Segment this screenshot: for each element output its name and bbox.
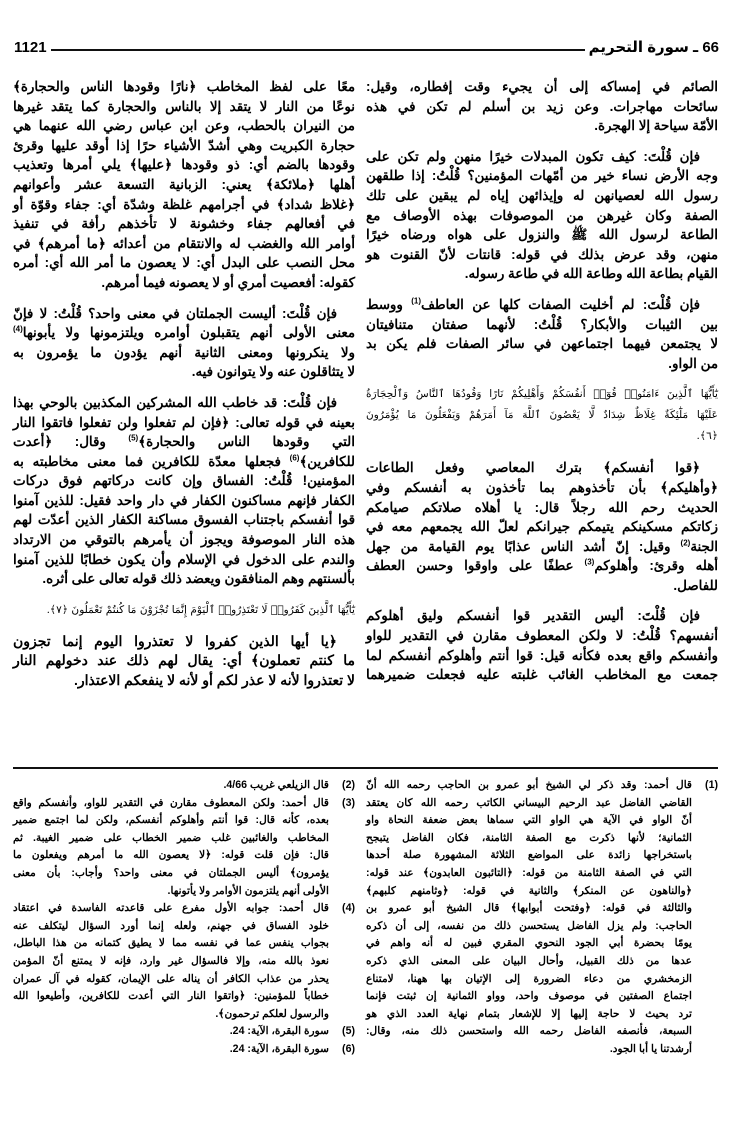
text-line: فإن قُلْتَ: لم أخليت الصفات كلها عن العاطف$^{(1)}$ ووسط xyxy=(366,296,700,312)
text-line: يؤمرون﴾ أليس الجملتان في معنى واحد؟ وأجاب: بأن معنى xyxy=(13,866,329,879)
text-line: ﴿والناهون عن المنكر﴾ والثانية في قوله: ﴿وثامنهم كلبهم﴾ xyxy=(366,884,692,897)
header-rule xyxy=(51,49,585,51)
footnote-ref: (4) xyxy=(13,324,23,334)
verse-line: عَلَيْهَا مَلَٰٓئِكَةٌ غِلَاظٌ شِدَادٌ لَّا يَعْصُونَ ٱللَّهَ مَآ أَمَرَهُمْ وَيَفْعَلُونَ مَا يُؤْمَرُونَ xyxy=(366,409,718,422)
text-line: المؤمنين! قُلْتُ: الفساق وإن كانت دركاتهم فوق دركات xyxy=(13,473,355,489)
text-line: ترد بحيث لا حاجة إليها إلا للإشعار بتمام نهاية العدد الذي هو xyxy=(366,1007,692,1020)
text-line: قوا أنفسكم باجتناب الفسوق مساكنة الكفار الذين أعدّت لهم xyxy=(13,512,355,528)
text-line: لا يتثاقلون عنه ولا يتوانون فيه. xyxy=(191,364,355,380)
text-line: ﴿يا أيها الذين كفروا لا تعتذروا اليوم إنما تجزون xyxy=(13,632,337,649)
text-line: ما كنتم تعملون﴾ أي: يقال لهم ذلك عند دخولهم النار xyxy=(13,652,355,669)
footnote-ref: (6) xyxy=(289,453,300,463)
footnote-text xyxy=(13,795,329,901)
page-number: 1121 xyxy=(14,39,47,56)
text-line: بعينه في قوله تعالى: ﴿فإن لم تفعلوا ولن تفعلوا فاتقوا النار xyxy=(13,414,355,430)
text-line: الصفة وكان غيرهن من الموصوفات بهذه الأوصاف مع xyxy=(366,207,718,223)
text-line: القيام بطاعة الله وطاعة الله في طاعة رسوله. xyxy=(464,266,718,282)
text-line: يحذر من عذاب الكافر أن يناله على الإيمان، كقوله في آل عمران xyxy=(13,972,329,985)
text-line: فإن قُلْتَ: أليست الجملتان في معنى واحد؟ قُلْتُ: لا فإنّ xyxy=(13,305,337,321)
text-line: للفاصل. xyxy=(673,577,718,593)
text-line: ﴿قوا أنفسكم﴾ بترك المعاصي وفعل الطاعات xyxy=(366,460,700,476)
footnote-text xyxy=(13,777,329,795)
text-line: ﴿وأهليكم﴾ بأن تأخذوهم بما تأخذون به أنفسكم وفي xyxy=(366,479,718,495)
text-line: القاضي الفاضل عبد الرحيم البيساني الكاتب رحمه الله كان يعتقد xyxy=(366,796,692,809)
text-line: من النيران بالحطب، وعن ابن عباس رضي الله عنهما هي xyxy=(13,118,355,134)
paragraph xyxy=(366,606,718,684)
quran-verse xyxy=(366,384,718,447)
footnotes-left xyxy=(13,777,355,1059)
text-line: محل النصب على البدل أي: لا يعصون ما أمر الله أي: أمره xyxy=(13,255,355,271)
footnote-ref: (1) xyxy=(411,296,422,306)
text-line: والثالثة في قوله: ﴿وفتحت أبوابها﴾ قال الشيخ أبو عمرو بن xyxy=(366,902,692,915)
text-line: السبعة، فأنصفه الفاضل رحمه الله واستحسن ذلك منه، وقال: xyxy=(366,1025,692,1038)
text-line: أهلها ﴿ملائكة﴾ يعني: الزبانية التسعة عشر وأعوانهم xyxy=(13,176,355,192)
text-line: والرسول لعلكم ترحمون﴾. xyxy=(215,1007,329,1020)
text-line: فإن قُلْتَ: أليس التقدير قوا أنفسكم وليق أهلوكم xyxy=(366,608,700,624)
paragraph xyxy=(366,147,718,284)
text-line: الصائم في إمساكه إلى أن يجيء وقت إفطاره، وقيل: xyxy=(366,79,718,94)
text-line: معنى الأولى أنهم يتقبلون أوامره ويلتزمونها ولا يأبونها$^{(4)}$ xyxy=(13,324,355,341)
text-line: وقودها بالضم أي: ذو وقودها ﴿عليها﴾ يلي أمرها وتعذيب xyxy=(13,157,355,173)
paragraph xyxy=(13,304,355,382)
text-line: باستخراجها زائدة على المواضع الثلاثة المشهورة صلة أحدها xyxy=(366,849,692,862)
text-line: رسول الله لعصيانهن له وإيذائهن إياه لم يبقين على تلك xyxy=(366,187,718,203)
text-line: خلود الفساق في جهنم، ولعله إنما أورد السؤال ليتكلف عنه xyxy=(13,919,329,932)
footnote-ref: (2) xyxy=(680,538,691,548)
text-line: بين الثيبات والأبكار؟ قُلْتُ: لأنهما صفتان متنافيتان xyxy=(366,316,718,332)
text-line: ولا ينكرونها ومعنى الثانية أنهم يؤدون ما يؤمرون به xyxy=(13,344,355,360)
footnote-text xyxy=(13,1023,329,1041)
footnote xyxy=(13,795,355,901)
text-line: الطاعة لرسول الله ﷺ والنزول على هواه ورضاه خيرًا xyxy=(366,227,718,243)
text-line: سورة البقرة، الآية: 24. xyxy=(229,1025,329,1038)
text-line: عدها من ذلك القبيل، وأحال البيان على المعنى الذي ذكره xyxy=(366,954,692,967)
text-line: بعده، كأنه قال: قوا أنتم وأهلوكم أنفسكم، ولكن لما اجتمع ضمير xyxy=(13,814,329,827)
text-line: هذه النار الموصوفة ويجوز أن يأمرهم بالتوقي من الارتداد xyxy=(13,532,355,548)
text-line: سورة البقرة، الآية: 24. xyxy=(229,1042,329,1055)
footnote-number: (6) xyxy=(342,1042,355,1055)
verse-line: يَٰٓأَيُّهَا ٱلَّذِينَ كَفَرُوا۟ لَا تَعْتَذِرُوا۟ ٱلْيَوْمَ إِنَّمَا تُجْزَوْنَ مَا كُنتُمْ تَعْمَلُونَ ﴿٧﴾. xyxy=(46,603,355,616)
footnote xyxy=(366,777,718,1059)
text-line: نعوذ بالله منه، وإلا فالسؤال غير وارد، فإنه لا يمتنع أنّ المؤمن xyxy=(13,954,329,967)
text-line: في أفعالهم جفاء وخشونة لا تأخذهم رأفة في تنفيذ xyxy=(13,216,355,232)
text-line: الكفار فإنهم مساكنون الكفار في دار واحد فقيل: للذين آمنوا xyxy=(13,492,355,508)
right-text-column xyxy=(366,77,718,696)
text-line: نوعًا من النار لا يتقد إلا بالناس والحجارة كما يتقد غيرها xyxy=(13,98,355,114)
text-line: كقوله: أفعصيت أمري أو لا يعصونه فيما أمرهم. xyxy=(101,274,355,290)
text-line: التي في الصفة الثامنة من قوله: ﴿التائبون العابدون﴾ عند قوله: xyxy=(366,866,692,879)
text-line: حجارة الكبريت وهي أشدّ الأشياء حرًا إذا أوقد عليها وقرئ xyxy=(13,137,355,153)
text-line: قال أحمد: ولكن المعطوف مقارن في التقدير للواو، وأنفسكم واقع xyxy=(13,796,329,809)
paragraph xyxy=(13,77,355,293)
footnote-text xyxy=(13,1041,329,1059)
text-line: معًا على لفظ المخاطب ﴿نارًا وقودها الناس والحجارة﴾ xyxy=(13,79,355,94)
footnote-number: (2) xyxy=(342,779,355,791)
verse-line: ﴿٦﴾. xyxy=(696,430,718,443)
text-line: أنفسهم؟ قُلْتُ: لا ولكن المعطوف مقارن في التقدير للواو xyxy=(366,628,718,644)
sura-title: 66 ـ سورة التحريم xyxy=(588,39,719,56)
footnote xyxy=(13,777,355,795)
text-line: قال: فإن قلت قوله: ﴿لا يعصون الله ما أمرهم ويفعلون ما xyxy=(13,849,329,862)
text-line: بألسنتهم وهم المنافقون ويعضد ذلك قوله تعالى على أثره. xyxy=(42,571,355,587)
footnote-number: (4) xyxy=(342,902,355,915)
text-line: الأمّة سياحة إلا الهجرة. xyxy=(594,118,718,134)
text-line: الزمخشري من دعاء الضرورة إلى الإتيان بها ههنا، لامتناع xyxy=(366,972,692,985)
footnote xyxy=(13,1023,355,1041)
text-line: قال أحمد: وقد ذكر لي الشيخ أبو عمرو بن الحاجب رحمه الله أنّ xyxy=(366,779,692,791)
text-line: لا يجتمعن فيهما اجتماعهن في سائر الصفات فلم يكن بد xyxy=(366,336,718,352)
footnote-ref: (3) xyxy=(584,557,595,567)
paragraph xyxy=(366,295,718,373)
footnote-number: (3) xyxy=(342,796,355,809)
text-line: فإن قُلْتَ: قد خاطب الله المشركين المكذبين بالوحي بهذا xyxy=(13,394,337,410)
text-line: قال أحمد: جوابه الأول مفرع على قاعدته الفاسدة في اعتقاد xyxy=(13,902,329,915)
text-line: منهن، وقد عرض بذلك في قوله: قانتات لأنّ القنوت هو xyxy=(366,246,718,262)
text-line: أهله وقرئ: وأهلوكم$^{(3)}$ عطفًا على واوقوا وحسن العطف xyxy=(366,557,718,574)
text-line: خطاباً للمؤمنين: ﴿واتقوا النار التي أعدت للكافرين، وأطيعوا الله xyxy=(13,990,329,1003)
text-line: الحاجب: ولم يزل الفاضل يستحسن ذلك من نفسه، إلى أن ذكره xyxy=(366,919,692,932)
text-line: ﴿غلاظ شداد﴾ في أجرامهم غلظة وشدّة أي: جفاء وقوّة أو xyxy=(13,196,355,212)
text-line: والندم على الدخول في الإسلام وأن يكون خطابًا للذين آمنوا xyxy=(13,551,355,567)
footnote-number: (5) xyxy=(342,1025,355,1038)
text-line: يومًا بحضرة أبي الجود النحوي المقري فبين له أنه واهم في xyxy=(366,937,692,950)
text-line: اجتماع الصفتين في موصوف واحد، وواو الثمانية إن ثبتت فإنما xyxy=(366,990,692,1003)
text-line: من الواو. xyxy=(668,355,718,371)
text-line: أوامر الله والغضب له والانتقام من أعدائه ﴿ما أمرهم﴾ في xyxy=(13,235,355,251)
verse-line: يَٰٓأَيُّهَا ٱلَّذِينَ ءَامَنُوا۟ قُوٓا۟ أَنفُسَكُمْ وَأَهْلِيكُمْ نَارًا وَقُودُهَا ٱلنَّاسُ وَٱلْحِجَارَةُ xyxy=(366,388,718,401)
left-text-column xyxy=(13,77,355,702)
text-line: لا تعتذروا لأنه لا عذر لكم أو لأنه لا ينفعكم الاعتذار. xyxy=(73,672,355,689)
footnote-text xyxy=(13,900,329,1023)
text-line: الحديث رحم الله رجلاً قال: يا أهلاه صلاتكم صيامكم xyxy=(366,499,718,515)
quran-verse xyxy=(13,600,355,621)
text-line: أنّ الواو في الآية هي الواو التي سماها بعض ضعفة النحاة واو xyxy=(366,814,692,827)
text-line: المخاطب والغائبين غلب ضمير الخطاب على ضمير الغيبة. ثم xyxy=(13,831,329,844)
text-line: بجواب ينفس عما في نفسه مما لا يطيق كتمانه من هذا الباطل، xyxy=(13,937,329,950)
footnotes-right xyxy=(366,777,718,1059)
footnote-separator xyxy=(13,767,718,769)
paragraph xyxy=(366,77,718,136)
text-line: جمعت مع المخاطب الغائب غلبته عليه فجعلت ضميرهما xyxy=(366,667,718,683)
text-line: الجنة$^{(2)}$ وقيل: إنّ أشد الناس عذابًا يوم القيامة من جهل xyxy=(366,538,718,554)
text-line: الثمانية؛ لأنها ذكرت مع الصفة الثامنة، فكان الفاضل يتبجح xyxy=(366,831,692,844)
footnote-number: (1) xyxy=(705,779,718,791)
text-line: للكافرين﴾$^{(6)}$ فجعلها معدّة للكافرين فما معنى مخاطبته به xyxy=(13,453,355,469)
text-line: أرشدتنا يا أبا الجود. xyxy=(609,1042,692,1055)
text-line: وجه الأرض نساء خير من أمّهات المؤمنين؟ قُلْتُ: إذا طلقهن xyxy=(366,168,718,184)
text-line: التي وقودها الناس والحجارة﴾$^{(5)}$ وقال: ﴿أعدت xyxy=(13,433,355,450)
text-line: سائحات مهاجرات. وعن زيد بن أسلم لم تكن في هذه xyxy=(366,98,718,114)
footnote-text xyxy=(366,777,692,1059)
paragraph xyxy=(366,458,718,595)
footnote xyxy=(13,900,355,1023)
paragraph xyxy=(13,632,355,691)
text-line: قال الزيلعي غريب 4/66. xyxy=(223,779,329,791)
text-line: وأنفسكم واقع بعده فكأنه قيل: قوا أنتم وأهلوكم أنفسكم لما xyxy=(366,647,718,663)
text-line: فإن قُلْتَ: كيف تكون المبدلات خيرًا منهن ولم تكن على xyxy=(366,148,700,164)
text-line: الأولى أنهم يلتزمون الأوامر ولا يأتونها. xyxy=(167,884,329,897)
text-line: زكاتكم مسكينكم يتيمكم جيرانكم لعلّ الله يجمعهم معه في xyxy=(366,519,718,535)
footnote xyxy=(13,1041,355,1059)
running-header xyxy=(14,36,719,56)
footnote-ref: (5) xyxy=(128,433,139,443)
paragraph xyxy=(13,393,355,589)
